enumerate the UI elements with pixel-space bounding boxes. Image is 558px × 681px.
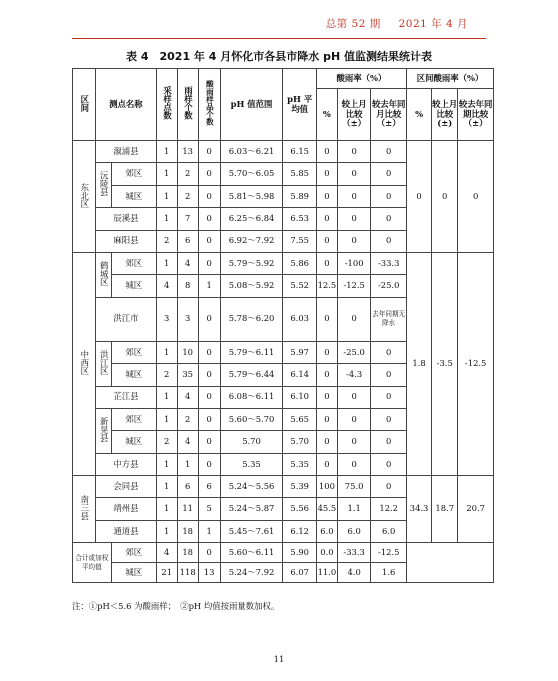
ph-average-cell: 5.70 (283, 431, 317, 453)
region-acid-rate-cell: 1.8 (407, 252, 432, 475)
acid-rate-yoy-cell: 0 (371, 476, 407, 498)
rain-sample-count-cell: 13 (177, 141, 198, 163)
county-name-cell: 鹤城区 (96, 252, 112, 297)
acid-sample-count-cell: 0 (198, 297, 220, 341)
acid-rate-cell: 12.5 (316, 275, 337, 297)
acid-rate-mom-cell: 0 (337, 431, 371, 453)
region-name-cell: 东北区 (73, 141, 96, 253)
rain-sample-count-cell: 3 (177, 297, 198, 341)
sample-count-cell: 21 (156, 563, 177, 583)
ph-average-cell: 5.97 (283, 341, 317, 363)
ph-average-cell: 5.86 (283, 252, 317, 274)
acid-rate-cell: 0 (316, 208, 337, 230)
ph-average-cell: 6.12 (283, 520, 317, 542)
ph-average-cell: 5.85 (283, 163, 317, 185)
acid-rate-mom-cell: -25.0 (337, 341, 371, 363)
issue-number: 总第 52 期 (325, 18, 381, 30)
acid-rate-yoy-cell: 0 (371, 208, 407, 230)
sample-count-cell: 1 (156, 476, 177, 498)
acid-rate-cell: 0 (316, 386, 337, 408)
sub-area-cell: 郊区 (111, 543, 156, 563)
page-number: 11 (273, 654, 285, 664)
county-name-cell: 新晃县 (96, 408, 112, 453)
ph-range-cell: 5.24～5.87 (220, 498, 283, 520)
site-name-cell: 中方县 (96, 453, 157, 475)
ph-average-cell: 5.65 (283, 408, 317, 430)
ph-range-cell: 5.24～5.56 (220, 476, 283, 498)
sub-area-cell: 城区 (111, 364, 156, 386)
acid-rate-cell: 0 (316, 453, 337, 475)
acid-sample-count-cell: 0 (198, 543, 220, 563)
ph-range-cell: 5.45～7.61 (220, 520, 283, 542)
ph-range-cell: 5.79～6.11 (220, 341, 283, 363)
acid-sample-count-cell: 0 (198, 163, 220, 185)
totals-row (73, 543, 494, 563)
acid-sample-count-cell: 0 (198, 386, 220, 408)
ph-average-cell: 5.90 (283, 543, 317, 563)
site-name-cell: 洪江市 (96, 297, 157, 341)
acid-sample-count-cell: 1 (198, 275, 220, 297)
sample-count-cell: 1 (156, 386, 177, 408)
acid-rate-mom-cell: -12.5 (337, 275, 371, 297)
acid-rate-yoy-cell: 0 (371, 386, 407, 408)
acid-rate-cell: 0 (316, 431, 337, 453)
acid-rate-mom-cell: 75.0 (337, 476, 371, 498)
issue-date: 2021 年 4 月 (398, 18, 468, 30)
acid-sample-count-cell: 0 (198, 453, 220, 475)
header-mom: 较上月比较（±） (337, 89, 371, 141)
sub-area-cell: 城区 (111, 431, 156, 453)
ph-average-cell: 5.52 (283, 275, 317, 297)
acid-rate-yoy-cell: 0 (371, 431, 407, 453)
acid-sample-count-cell: 0 (198, 252, 220, 274)
acid-rate-cell: 0 (316, 297, 337, 341)
acid-rate-mom-cell: 0 (337, 230, 371, 252)
rain-sample-count-cell: 4 (177, 431, 198, 453)
site-name-cell: 辰溪县 (96, 208, 157, 230)
region-name-cell: 中西区 (73, 252, 96, 475)
acid-rate-yoy-cell: 0 (371, 141, 407, 163)
running-header (312, 16, 468, 31)
table-body (73, 141, 494, 583)
sub-area-cell: 城区 (111, 563, 156, 583)
acid-rate-cell: 45.5 (316, 498, 337, 520)
sample-count-cell: 1 (156, 498, 177, 520)
sample-count-cell: 2 (156, 431, 177, 453)
acid-rate-yoy-cell: 0 (371, 341, 407, 363)
acid-sample-count-cell: 0 (198, 431, 220, 453)
ph-average-cell: 5.89 (283, 185, 317, 207)
header-site: 测点名称 (96, 69, 157, 141)
sample-count-cell: 4 (156, 275, 177, 297)
header-region-acid-rate: 区间酸雨率（%） (407, 69, 494, 89)
acid-rate-cell: 0 (316, 252, 337, 274)
acid-rate-mom-cell: 0 (337, 408, 371, 430)
acid-rate-yoy-cell: 0 (371, 453, 407, 475)
acid-sample-count-cell: 0 (198, 141, 220, 163)
header-ph-range: pH 值范围 (220, 69, 283, 141)
sample-count-cell: 1 (156, 208, 177, 230)
acid-rate-mom-cell: 1.1 (337, 498, 371, 520)
ph-range-cell: 5.35 (220, 453, 283, 475)
acid-rate-mom-cell: 0 (337, 163, 371, 185)
rain-sample-count-cell: 4 (177, 252, 198, 274)
table-row (73, 252, 494, 274)
acid-rate-cell: 0 (316, 230, 337, 252)
sub-area-cell: 郊区 (111, 341, 156, 363)
sample-count-cell: 1 (156, 453, 177, 475)
sample-count-cell: 1 (156, 520, 177, 542)
acid-rate-mom-cell: 0 (337, 141, 371, 163)
ph-range-cell: 6.08～6.11 (220, 386, 283, 408)
acid-rate-yoy-cell: -33.3 (371, 252, 407, 274)
ph-range-cell: 6.25～6.84 (220, 208, 283, 230)
ph-average-cell: 6.10 (283, 386, 317, 408)
rain-sample-count-cell: 2 (177, 163, 198, 185)
acid-sample-count-cell: 6 (198, 476, 220, 498)
acid-rate-yoy-cell: 0 (371, 163, 407, 185)
acid-rate-mom-cell: 6.0 (337, 520, 371, 542)
rain-sample-count-cell: 7 (177, 208, 198, 230)
ph-average-cell: 5.35 (283, 453, 317, 475)
rain-sample-count-cell: 18 (177, 520, 198, 542)
acid-rate-mom-cell: -33.3 (337, 543, 371, 563)
acid-rate-mom-cell: 0 (337, 185, 371, 207)
acid-rate-yoy-cell: 12.2 (371, 498, 407, 520)
site-name-cell: 会同县 (96, 476, 157, 498)
sub-area-cell: 郊区 (111, 252, 156, 274)
acid-rate-cell: 0.0 (316, 543, 337, 563)
sub-area-cell: 城区 (111, 275, 156, 297)
header-region-pct: % (407, 89, 432, 141)
sample-count-cell: 1 (156, 141, 177, 163)
site-name-cell: 麻阳县 (96, 230, 157, 252)
acid-rate-cell: 0 (316, 163, 337, 185)
ph-average-cell: 5.56 (283, 498, 317, 520)
acid-sample-count-cell: 0 (198, 230, 220, 252)
acid-rate-mom-cell: 0 (337, 208, 371, 230)
acid-sample-count-cell: 0 (198, 408, 220, 430)
acid-sample-count-cell: 5 (198, 498, 220, 520)
region-mom-cell: 18.7 (432, 476, 458, 543)
site-name-cell: 溆浦县 (96, 141, 157, 163)
sub-area-cell: 城区 (111, 185, 156, 207)
acid-rate-mom-cell: 0 (337, 297, 371, 341)
ph-monitoring-table (72, 68, 494, 583)
sample-count-cell: 1 (156, 163, 177, 185)
region-name-cell: 南三县 (73, 476, 96, 543)
acid-rate-cell: 100 (316, 476, 337, 498)
header-region-yoy: 较去年同期比较（±） (458, 89, 494, 141)
sample-count-cell: 2 (156, 364, 177, 386)
rain-sample-count-cell: 8 (177, 275, 198, 297)
ph-average-cell: 6.03 (283, 297, 317, 341)
ph-range-cell: 5.24～7.92 (220, 563, 283, 583)
ph-range-cell: 5.78～6.20 (220, 297, 283, 341)
acid-sample-count-cell: 13 (198, 563, 220, 583)
rain-sample-count-cell: 118 (177, 563, 198, 583)
site-name-cell: 芷江县 (96, 386, 157, 408)
rain-sample-count-cell: 2 (177, 408, 198, 430)
rain-sample-count-cell: 2 (177, 185, 198, 207)
header-rain-count: 雨样个数 (177, 69, 198, 141)
ph-range-cell: 5.81～5.98 (220, 185, 283, 207)
header-region: 区间 (73, 69, 96, 141)
rain-sample-count-cell: 1 (177, 453, 198, 475)
acid-rate-mom-cell: -100 (337, 252, 371, 274)
sample-count-cell: 3 (156, 297, 177, 341)
region-mom-cell: 0 (432, 141, 458, 253)
ph-range-cell: 5.70～6.05 (220, 163, 283, 185)
header-acid-count: 酸雨样品个数 (198, 69, 220, 141)
header-yoy: 较去年同月比较（±） (371, 89, 407, 141)
acid-rate-yoy-cell: 0 (371, 185, 407, 207)
region-yoy-cell: 20.7 (458, 476, 494, 543)
site-name-cell: 通道县 (96, 520, 157, 542)
region-yoy-cell: 0 (458, 141, 494, 253)
acid-rate-yoy-cell: 6.0 (371, 520, 407, 542)
table-caption: 表 4 2021 年 4 月怀化市各县市降水 pH 值监测结果统计表 (126, 50, 432, 63)
acid-rate-cell: 0 (316, 341, 337, 363)
acid-sample-count-cell: 0 (198, 341, 220, 363)
county-name-cell: 沅陵县 (96, 163, 112, 208)
acid-rate-cell: 11.0 (316, 563, 337, 583)
rain-sample-count-cell: 4 (177, 386, 198, 408)
sample-count-cell: 2 (156, 230, 177, 252)
totals-label-cell: 合计或加权平均值 (73, 543, 112, 583)
acid-rate-cell: 0 (316, 364, 337, 386)
acid-rate-yoy-cell: 去年同期无降水 (371, 297, 407, 341)
acid-sample-count-cell: 1 (198, 520, 220, 542)
ph-range-cell: 5.60～5.70 (220, 408, 283, 430)
acid-rate-cell: 0 (316, 408, 337, 430)
sub-area-cell: 郊区 (111, 408, 156, 430)
acid-rate-yoy-cell: 0 (371, 408, 407, 430)
acid-rate-yoy-cell: 0 (371, 230, 407, 252)
ph-average-cell: 7.55 (283, 230, 317, 252)
sample-count-cell: 1 (156, 408, 177, 430)
sample-count-cell: 4 (156, 543, 177, 563)
blank-cell (407, 543, 494, 583)
header-ph-avg: pH 平均值 (283, 69, 317, 141)
sample-count-cell: 1 (156, 341, 177, 363)
region-mom-cell: -3.5 (432, 252, 458, 475)
rain-sample-count-cell: 6 (177, 476, 198, 498)
ph-range-cell: 5.70 (220, 431, 283, 453)
rain-sample-count-cell: 6 (177, 230, 198, 252)
table-row (73, 141, 494, 163)
header-samples: 采样点数 (156, 69, 177, 141)
table-row (73, 476, 494, 498)
header-region-mom: 较上月比较(±) (432, 89, 458, 141)
site-name-cell: 靖州县 (96, 498, 157, 520)
sample-count-cell: 1 (156, 252, 177, 274)
acid-rate-mom-cell: 4.0 (337, 563, 371, 583)
header-pct: % (316, 89, 337, 141)
acid-rate-mom-cell: -4.3 (337, 364, 371, 386)
acid-rate-yoy-cell: 1.6 (371, 563, 407, 583)
header-rule (72, 38, 486, 39)
acid-rate-mom-cell: 0 (337, 453, 371, 475)
acid-rate-cell: 0 (316, 141, 337, 163)
ph-range-cell: 5.60～6.11 (220, 543, 283, 563)
ph-average-cell: 6.14 (283, 364, 317, 386)
rain-sample-count-cell: 11 (177, 498, 198, 520)
ph-range-cell: 6.03～6.21 (220, 141, 283, 163)
region-acid-rate-cell: 0 (407, 141, 432, 253)
ph-range-cell: 5.79～5.92 (220, 252, 283, 274)
sample-count-cell: 1 (156, 185, 177, 207)
region-acid-rate-cell: 34.3 (407, 476, 432, 543)
ph-range-cell: 6.92～7.92 (220, 230, 283, 252)
ph-average-cell: 6.53 (283, 208, 317, 230)
rain-sample-count-cell: 35 (177, 364, 198, 386)
acid-rate-cell: 6.0 (316, 520, 337, 542)
acid-rate-yoy-cell: -12.5 (371, 543, 407, 563)
ph-average-cell: 6.07 (283, 563, 317, 583)
ph-range-cell: 5.79～6.44 (220, 364, 283, 386)
acid-rate-cell: 0 (316, 185, 337, 207)
rain-sample-count-cell: 10 (177, 341, 198, 363)
acid-sample-count-cell: 0 (198, 364, 220, 386)
county-name-cell: 洪江区 (96, 341, 112, 386)
acid-sample-count-cell: 0 (198, 185, 220, 207)
sub-area-cell: 郊区 (111, 163, 156, 185)
acid-rate-yoy-cell: 0 (371, 364, 407, 386)
acid-rate-yoy-cell: -25.0 (371, 275, 407, 297)
header-acid-rate: 酸雨率（%） (316, 69, 406, 89)
rain-sample-count-cell: 18 (177, 543, 198, 563)
acid-sample-count-cell: 0 (198, 208, 220, 230)
ph-range-cell: 5.08～5.92 (220, 275, 283, 297)
acid-rate-mom-cell: 0 (337, 386, 371, 408)
footnote: 注：①pH＜5.6 为酸雨样； ②pH 均值按雨量数加权。 (72, 601, 280, 611)
ph-average-cell: 6.15 (283, 141, 317, 163)
ph-average-cell: 5.39 (283, 476, 317, 498)
region-yoy-cell: -12.5 (458, 252, 494, 475)
